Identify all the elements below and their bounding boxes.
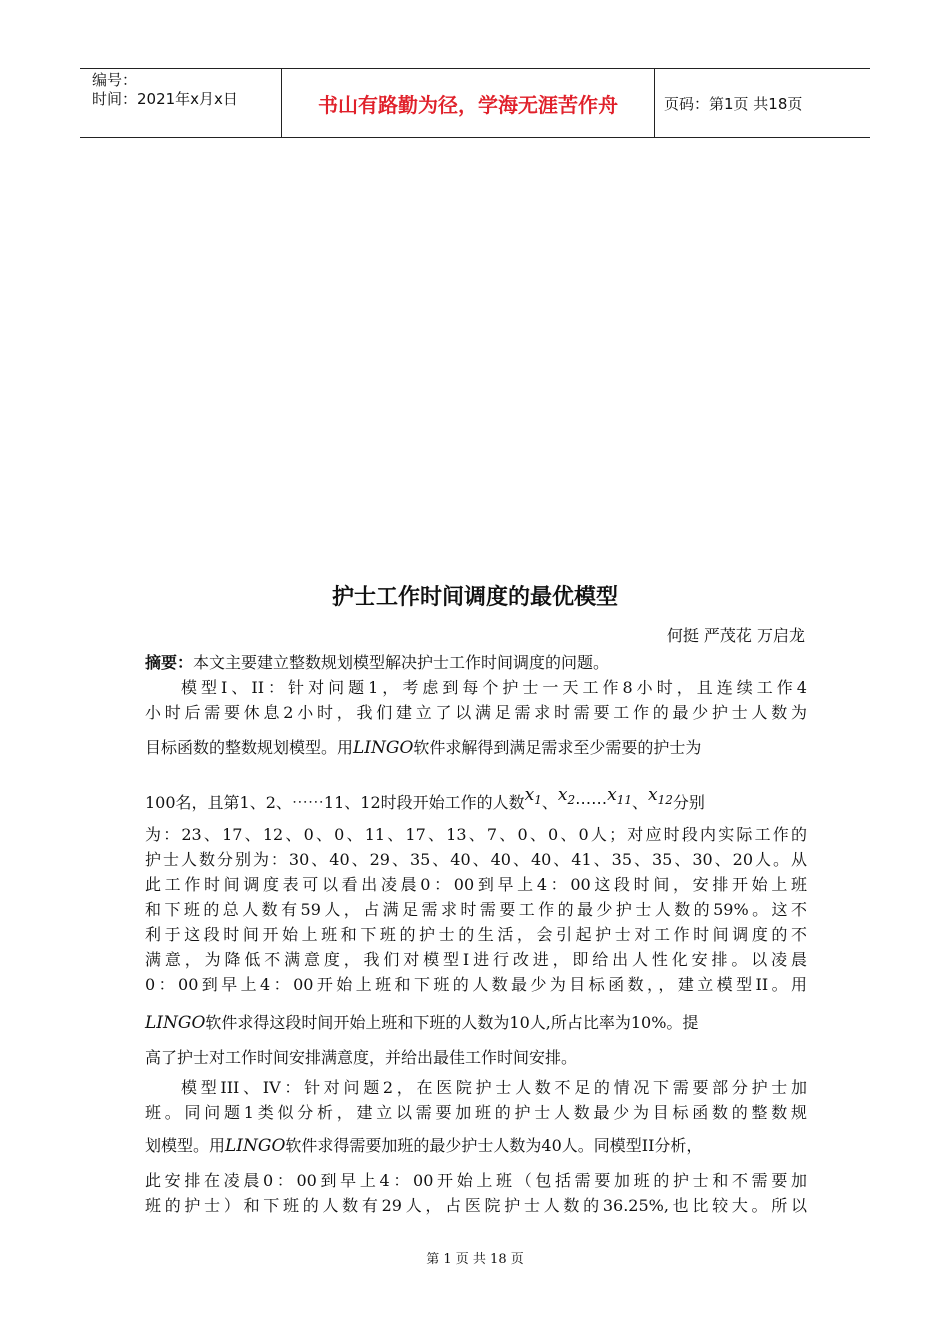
abstract-line: 此安排在凌晨0：00到早上4：00开始上班（包括需要加班的护士和不需要加 [145,1171,807,1190]
var-x: x [557,785,568,805]
abstract-line [145,785,705,813]
var-x: x [607,785,617,805]
var-sub: 11 [616,793,632,807]
abstract-line: 高了护士对工作时间安排满意度，并给出最佳工作时间安排。 [145,1048,578,1067]
page-footer: 第 1 页 共 18 页 [426,1252,524,1267]
time-label: 时间：2021年x月x日 [92,90,238,108]
text-run: 软件求得这段时间开始上班和下班的人数为10人,所占比率为10%。提 [205,1013,699,1032]
abstract-line: 0：00到早上4：00开始上班和下班的人数最少为目标函数，，建立模型II。用 [145,975,807,994]
abstract-line: 此工作时间调度表可以看出凌晨0：00到早上4：00这段时间，安排开始上班 [145,875,807,894]
text-run: 划模型。用 [145,1136,226,1155]
abstract-line [145,735,701,758]
var-sub: 2 [567,793,576,807]
document-title: 护士工作时间调度的最优模型 [331,585,618,610]
abstract-line [145,650,609,673]
abstract-line: 护士人数分别为：30、40、29、35、40、40、40、41、35、35、30、20人。从 [145,850,807,869]
text-run: 目标函数的整数规划模型。用 [145,738,354,757]
abstract-line: 小时后需要休息2小时，我们建立了以满足需求时需要工作的最少护士人数为 [145,703,807,722]
text-run: 软件求解得到满足需求至少需要的护士为 [413,738,702,757]
abstract-line: 利于这段时间开始上班和下班的护士的生活，会引起护士对工作时间调度的不 [145,925,807,944]
abstract-line [145,1133,702,1156]
var-sub: 1 [534,793,542,807]
var-x: x [648,785,658,805]
document-header [80,68,870,138]
abstract-line: 班的护士）和下班的人数有29人，占医院护士人数的36.25%,也比较大。所以 [145,1196,807,1215]
text-run: 100名，且第1、2、⋯⋯11、12时段开始工作的人数 [145,793,525,812]
lingo-term: LINGO [353,738,414,758]
var-x: x [524,785,535,805]
text-run: 软件求得需要加班的最少护士人数为40人。同模型II分析， [285,1136,703,1155]
header-divider [654,69,655,137]
abstract-line [145,1010,698,1033]
lingo-term: LINGO [145,1013,206,1033]
abstract-line: 和下班的总人数有59人，占满足需求时需要工作的最少护士人数的59%。这不 [145,900,807,919]
header-motto: 书山有路勤为径，学海无涯苦作舟 [318,92,618,117]
authors: 何挺 严茂花 万启龙 [666,626,805,645]
abstract-line: 满意，为降低不满意度，我们对模型I进行改进，即给出人性化安排。以凌晨 [145,950,807,969]
code-label: 编号： [92,71,138,89]
text-run: 、 [541,793,558,812]
text-run: 本文主要建立整数规划模型解决护士工作时间调度的问题。 [193,653,610,672]
abstract-line: 模型I、II：针对问题1，考虑到每个护士一天工作8小时，且连续工作4 [181,678,807,697]
var-sub: 12 [657,793,673,807]
header-page-info: 页码：第1页 共18页 [664,94,803,113]
text-run: 分别 [672,793,705,812]
abstract-line: 为：23、17、12、0、0、11、17、13、7、0、0、0人；对应时段内实际工作的 [145,825,807,844]
abstract-line: 班。同问题1类似分析，建立以需要加班的护士人数最少为目标函数的整数规 [145,1103,807,1122]
header-meta [80,69,280,137]
lingo-term: LINGO [225,1136,286,1156]
abstract-label: 摘要： [145,653,194,672]
abstract-line: 模型III、IV：针对问题2，在医院护士人数不足的情况下需要部分护士加 [181,1078,807,1097]
text-run: 、 [631,793,648,812]
text-run: ⋯⋯ [575,793,608,812]
